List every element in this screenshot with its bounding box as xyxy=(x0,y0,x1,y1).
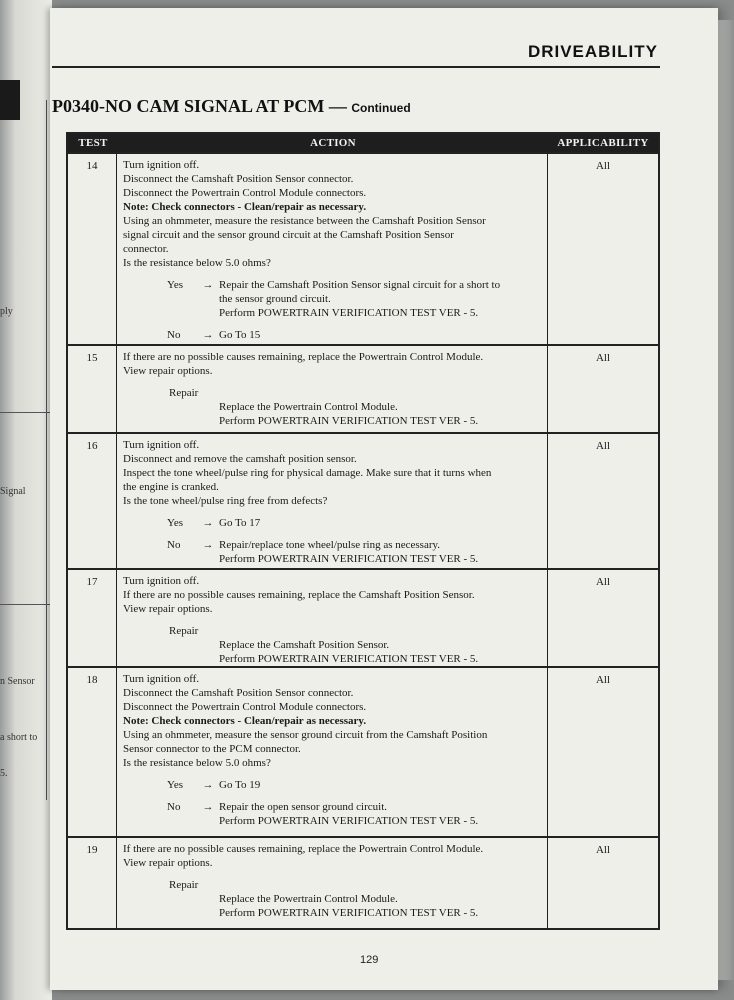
no-label: No xyxy=(167,329,181,341)
left-page-divider xyxy=(0,412,52,413)
left-page-divider xyxy=(0,604,52,605)
repair-line: Replace the Powertrain Control Module. xyxy=(219,401,398,413)
title-dash: — xyxy=(324,96,352,116)
no-result-line: Repair the open sensor ground circuit. xyxy=(219,801,388,813)
header-applicability: APPLICABILITY xyxy=(557,137,649,149)
yes-result-line: Perform POWERTRAIN VERIFICATION TEST VER - 5. xyxy=(219,307,479,319)
action-line: Disconnect the Powertrain Control Module connectors. xyxy=(123,187,367,199)
action-cell xyxy=(117,346,548,432)
action-line: Turn ignition off. xyxy=(123,439,200,451)
left-page-fragment: a short to xyxy=(0,732,38,743)
page-stack-edge xyxy=(716,20,734,980)
arrow-icon: → xyxy=(202,279,214,291)
action-line: If there are no possible causes remaining, replace the Powertrain Control Module. xyxy=(123,351,484,363)
left-page-rule xyxy=(46,100,47,800)
arrow-icon: → xyxy=(202,801,214,813)
section-header: DRIVEABILITY xyxy=(527,42,658,61)
arrow-icon: → xyxy=(202,329,214,341)
repair-line: Perform POWERTRAIN VERIFICATION TEST VER - 5. xyxy=(219,415,479,427)
repair-line: Perform POWERTRAIN VERIFICATION TEST VER - 5. xyxy=(219,907,479,919)
action-line: Using an ohmmeter, measure the resistance between the Camshaft Position Sensor xyxy=(123,215,486,227)
test-number: 16 xyxy=(68,434,117,568)
action-cell xyxy=(117,154,548,344)
yes-result xyxy=(219,516,543,530)
left-page-fragment: Signal xyxy=(0,486,26,497)
test-number: 19 xyxy=(68,838,117,928)
page-title xyxy=(52,96,411,117)
header-test: TEST xyxy=(78,137,108,149)
yes-label: Yes xyxy=(167,279,184,291)
action-line: Sensor connector to the PCM connector. xyxy=(123,743,301,755)
applicability-value: All xyxy=(595,440,611,452)
test-number: 15 xyxy=(68,346,117,432)
action-line: View repair options. xyxy=(123,857,213,869)
action-line: signal circuit and the sensor ground circuit at the Camshaft Position Sensor xyxy=(123,229,454,241)
table-body xyxy=(68,152,658,928)
action-line: View repair options. xyxy=(123,365,213,377)
applicability-value: All xyxy=(595,160,611,172)
table-row xyxy=(68,432,658,568)
action-line: If there are no possible causes remaining, replace the Camshaft Position Sensor. xyxy=(123,589,475,601)
table-row xyxy=(68,836,658,928)
yes-label: Yes xyxy=(167,779,184,791)
no-option xyxy=(123,538,543,566)
action-line: the engine is cranked. xyxy=(123,481,219,493)
action-line: Inspect the tone wheel/pulse ring for physical damage. Make sure that it turns when xyxy=(123,467,492,479)
action-line: If there are no possible causes remaining, replace the Powertrain Control Module. xyxy=(123,843,484,855)
yes-option xyxy=(123,778,543,792)
header-action: ACTION xyxy=(310,137,356,149)
action-line: Using an ohmmeter, measure the sensor ground circuit from the Camshaft Position xyxy=(123,729,488,741)
diagnostic-table xyxy=(66,132,660,930)
test-number: 18 xyxy=(68,668,117,836)
no-label: No xyxy=(167,539,181,551)
table-row xyxy=(68,344,658,432)
applicability-value: All xyxy=(595,352,611,364)
left-page-tab xyxy=(0,80,20,120)
left-page-fragment: ply xyxy=(0,306,13,317)
page-number: 129 xyxy=(360,954,379,966)
action-line: Is the tone wheel/pulse ring free from defects? xyxy=(123,495,328,507)
table-row xyxy=(68,152,658,344)
yes-option xyxy=(123,516,543,530)
repair-line: Replace the Camshaft Position Sensor. xyxy=(219,639,390,651)
action-line: View repair options. xyxy=(123,603,213,615)
yes-label: Yes xyxy=(167,517,184,529)
action-line: Is the resistance below 5.0 ohms? xyxy=(123,757,271,769)
yes-result xyxy=(219,278,543,320)
action-line: Turn ignition off. xyxy=(123,673,200,685)
action-line: Disconnect the Camshaft Position Sensor connector. xyxy=(123,687,354,699)
action-line: Disconnect and remove the camshaft position sensor. xyxy=(123,453,357,465)
no-label: No xyxy=(167,801,181,813)
action-line: Disconnect the Camshaft Position Sensor connector. xyxy=(123,173,354,185)
repair-block xyxy=(123,386,543,428)
action-line: connector. xyxy=(123,243,169,255)
yes-result-line: Go To 17 xyxy=(219,517,261,529)
yes-option xyxy=(123,278,543,320)
action-line: Disconnect the Powertrain Control Module connectors. xyxy=(123,701,367,713)
repair-line: Replace the Powertrain Control Module. xyxy=(219,893,398,905)
test-number: 14 xyxy=(68,154,117,344)
repair-label: Repair xyxy=(169,387,199,399)
repair-block xyxy=(123,624,543,666)
action-line: Is the resistance below 5.0 ohms? xyxy=(123,257,271,269)
repair-line: Perform POWERTRAIN VERIFICATION TEST VER - 5. xyxy=(219,653,479,665)
manual-page xyxy=(50,8,718,990)
table-header xyxy=(68,134,658,152)
header-rule xyxy=(52,66,660,68)
action-note: Note: Check connectors - Clean/repair as necessary. xyxy=(123,201,367,213)
action-cell xyxy=(117,838,548,928)
action-line: Turn ignition off. xyxy=(123,575,200,587)
no-option xyxy=(123,328,543,342)
yes-result-line: Repair the Camshaft Position Sensor signal circuit for a short to xyxy=(219,279,501,291)
arrow-icon: → xyxy=(202,539,214,551)
no-result-line: Go To 15 xyxy=(219,329,261,341)
no-result xyxy=(219,538,543,566)
table-row xyxy=(68,568,658,666)
applicability-value: All xyxy=(595,576,611,588)
repair-block xyxy=(123,878,543,920)
yes-result xyxy=(219,778,543,792)
arrow-icon: → xyxy=(202,517,214,529)
yes-result-line: Go To 19 xyxy=(219,779,261,791)
repair-label: Repair xyxy=(169,625,199,637)
left-page-fragment: 5. xyxy=(0,768,8,779)
left-page-edge xyxy=(0,0,52,1000)
arrow-icon: → xyxy=(202,779,214,791)
applicability-value: All xyxy=(595,844,611,856)
test-number: 17 xyxy=(68,570,117,666)
no-result xyxy=(219,800,543,828)
action-cell xyxy=(117,570,548,666)
action-cell xyxy=(117,668,548,836)
action-cell xyxy=(117,434,548,568)
title-main: P0340-NO CAM SIGNAL AT PCM xyxy=(52,96,325,116)
applicability-value: All xyxy=(595,674,611,686)
yes-result-line: the sensor ground circuit. xyxy=(219,293,331,305)
no-result-line: Perform POWERTRAIN VERIFICATION TEST VER - 5. xyxy=(219,553,479,565)
no-result xyxy=(219,328,543,342)
no-option xyxy=(123,800,543,828)
left-page-fragment: n Sensor xyxy=(0,676,35,687)
title-continued: Continued xyxy=(351,101,411,115)
no-result-line: Perform POWERTRAIN VERIFICATION TEST VER - 5. xyxy=(219,815,479,827)
action-line: Turn ignition off. xyxy=(123,159,200,171)
action-note: Note: Check connectors - Clean/repair as necessary. xyxy=(123,715,367,727)
table-row xyxy=(68,666,658,836)
repair-label: Repair xyxy=(169,879,199,891)
no-result-line: Repair/replace tone wheel/pulse ring as necessary. xyxy=(219,539,441,551)
